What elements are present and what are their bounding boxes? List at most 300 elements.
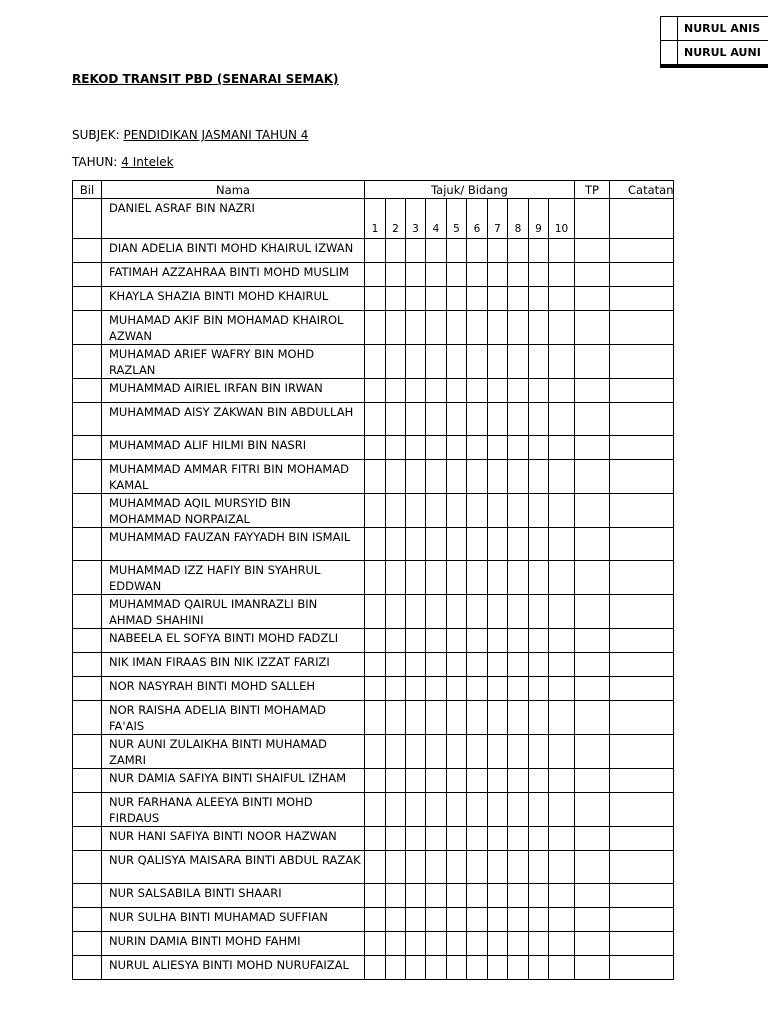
tajuk-check-cell[interactable]	[447, 793, 467, 827]
tajuk-check-cell[interactable]	[386, 701, 406, 735]
tajuk-check-cell[interactable]	[488, 528, 508, 561]
catatan-cell[interactable]	[610, 932, 674, 956]
tajuk-check-cell[interactable]	[549, 239, 575, 263]
tajuk-check-cell[interactable]	[406, 908, 426, 932]
tajuk-check-cell[interactable]	[467, 908, 488, 932]
tajuk-check-cell[interactable]	[508, 460, 529, 494]
tajuk-check-cell[interactable]	[549, 769, 575, 793]
tajuk-check-cell[interactable]	[508, 827, 529, 851]
tajuk-check-cell[interactable]	[488, 595, 508, 629]
tajuk-check-cell[interactable]	[365, 287, 386, 311]
tajuk-check-cell[interactable]	[426, 561, 447, 595]
tajuk-check-cell[interactable]	[365, 956, 386, 980]
tajuk-check-cell[interactable]	[447, 851, 467, 884]
tajuk-check-cell[interactable]	[365, 793, 386, 827]
tajuk-check-cell[interactable]	[488, 263, 508, 287]
tajuk-check-cell[interactable]	[365, 851, 386, 884]
tp-cell[interactable]	[575, 379, 610, 403]
tajuk-check-cell[interactable]	[426, 239, 447, 263]
tajuk-check-cell[interactable]	[426, 908, 447, 932]
tajuk-check-cell[interactable]	[365, 379, 386, 403]
tajuk-check-cell[interactable]	[508, 908, 529, 932]
tajuk-check-cell[interactable]	[426, 403, 447, 436]
tajuk-check-cell[interactable]	[529, 528, 549, 561]
tajuk-check-cell[interactable]	[406, 735, 426, 769]
tajuk-check-cell[interactable]	[488, 561, 508, 595]
tp-cell[interactable]	[575, 460, 610, 494]
tajuk-check-cell[interactable]	[529, 561, 549, 595]
tajuk-check-cell[interactable]	[529, 263, 549, 287]
tajuk-check-cell[interactable]	[426, 528, 447, 561]
tajuk-check-cell[interactable]	[549, 629, 575, 653]
tajuk-check-cell[interactable]	[549, 528, 575, 561]
tajuk-check-cell[interactable]	[467, 851, 488, 884]
tajuk-check-cell[interactable]	[386, 884, 406, 908]
tajuk-check-cell[interactable]	[508, 793, 529, 827]
tajuk-check-cell[interactable]	[447, 239, 467, 263]
tajuk-check-cell[interactable]	[488, 884, 508, 908]
tajuk-check-cell[interactable]	[549, 460, 575, 494]
tajuk-check-cell[interactable]	[406, 239, 426, 263]
tajuk-check-cell[interactable]	[488, 629, 508, 653]
tajuk-check-cell[interactable]	[406, 460, 426, 494]
catatan-cell[interactable]	[610, 595, 674, 629]
tp-cell[interactable]	[575, 595, 610, 629]
tajuk-check-cell[interactable]	[406, 595, 426, 629]
tajuk-check-cell[interactable]	[386, 793, 406, 827]
tajuk-check-cell[interactable]	[508, 595, 529, 629]
tajuk-check-cell[interactable]	[467, 287, 488, 311]
tajuk-check-cell[interactable]	[406, 263, 426, 287]
tajuk-check-cell[interactable]	[365, 263, 386, 287]
tajuk-check-cell[interactable]	[529, 595, 549, 629]
tajuk-check-cell[interactable]	[488, 793, 508, 827]
tajuk-check-cell[interactable]	[447, 460, 467, 494]
tajuk-check-cell[interactable]	[467, 677, 488, 701]
tajuk-check-cell[interactable]	[529, 851, 549, 884]
tajuk-check-cell[interactable]	[549, 677, 575, 701]
tajuk-check-cell[interactable]	[508, 735, 529, 769]
tajuk-check-cell[interactable]	[549, 403, 575, 436]
tajuk-check-cell[interactable]	[365, 653, 386, 677]
tajuk-check-cell[interactable]	[426, 956, 447, 980]
catatan-cell[interactable]	[610, 379, 674, 403]
tajuk-check-cell[interactable]	[467, 239, 488, 263]
tajuk-check-cell[interactable]	[447, 677, 467, 701]
tajuk-check-cell[interactable]	[386, 239, 406, 263]
tp-cell[interactable]	[575, 653, 610, 677]
catatan-cell[interactable]	[610, 956, 674, 980]
tp-cell[interactable]	[575, 908, 610, 932]
catatan-cell[interactable]	[610, 460, 674, 494]
tajuk-check-cell[interactable]	[508, 528, 529, 561]
catatan-cell[interactable]	[610, 908, 674, 932]
tajuk-check-cell[interactable]	[386, 653, 406, 677]
tajuk-check-cell[interactable]	[508, 884, 529, 908]
tajuk-check-cell[interactable]	[467, 653, 488, 677]
tajuk-check-cell[interactable]	[447, 345, 467, 379]
tajuk-check-cell[interactable]	[365, 884, 386, 908]
tajuk-check-cell[interactable]	[529, 287, 549, 311]
tajuk-check-cell[interactable]	[426, 884, 447, 908]
tajuk-check-cell[interactable]	[488, 956, 508, 980]
tajuk-check-cell[interactable]	[386, 263, 406, 287]
tajuk-check-cell[interactable]	[406, 793, 426, 827]
tajuk-check-cell[interactable]	[529, 345, 549, 379]
tajuk-check-cell[interactable]	[447, 528, 467, 561]
catatan-cell[interactable]	[610, 629, 674, 653]
tp-cell[interactable]	[575, 827, 610, 851]
tajuk-check-cell[interactable]	[508, 287, 529, 311]
tajuk-check-cell[interactable]	[426, 851, 447, 884]
tajuk-check-cell[interactable]	[406, 494, 426, 528]
tajuk-check-cell[interactable]	[406, 653, 426, 677]
tajuk-check-cell[interactable]	[549, 595, 575, 629]
tajuk-check-cell[interactable]	[488, 494, 508, 528]
tajuk-check-cell[interactable]	[549, 956, 575, 980]
tajuk-check-cell[interactable]	[365, 436, 386, 460]
tajuk-check-cell[interactable]	[467, 436, 488, 460]
tajuk-check-cell[interactable]	[549, 851, 575, 884]
tajuk-check-cell[interactable]	[447, 403, 467, 436]
tajuk-check-cell[interactable]	[549, 345, 575, 379]
tajuk-check-cell[interactable]	[406, 769, 426, 793]
tajuk-check-cell[interactable]	[406, 379, 426, 403]
tp-cell[interactable]	[575, 735, 610, 769]
tajuk-check-cell[interactable]	[426, 701, 447, 735]
tp-cell[interactable]	[575, 851, 610, 884]
catatan-cell[interactable]	[610, 263, 674, 287]
tajuk-check-cell[interactable]	[447, 884, 467, 908]
tajuk-check-cell[interactable]	[549, 908, 575, 932]
tajuk-check-cell[interactable]	[386, 851, 406, 884]
tajuk-check-cell[interactable]	[447, 908, 467, 932]
catatan-cell[interactable]	[610, 199, 674, 239]
tp-cell[interactable]	[575, 793, 610, 827]
catatan-cell[interactable]	[610, 345, 674, 379]
tajuk-check-cell[interactable]	[549, 494, 575, 528]
tajuk-check-cell[interactable]	[365, 908, 386, 932]
tajuk-check-cell[interactable]	[426, 595, 447, 629]
tajuk-check-cell[interactable]	[488, 735, 508, 769]
tajuk-check-cell[interactable]	[406, 677, 426, 701]
tajuk-check-cell[interactable]	[365, 701, 386, 735]
tajuk-check-cell[interactable]	[426, 793, 447, 827]
tajuk-check-cell[interactable]	[488, 460, 508, 494]
tajuk-check-cell[interactable]	[508, 263, 529, 287]
tajuk-check-cell[interactable]	[365, 239, 386, 263]
tajuk-check-cell[interactable]	[386, 677, 406, 701]
tajuk-check-cell[interactable]	[447, 827, 467, 851]
tajuk-check-cell[interactable]	[549, 701, 575, 735]
tajuk-check-cell[interactable]	[365, 311, 386, 345]
catatan-cell[interactable]	[610, 287, 674, 311]
catatan-cell[interactable]	[610, 239, 674, 263]
tajuk-check-cell[interactable]	[426, 769, 447, 793]
tajuk-check-cell[interactable]	[508, 345, 529, 379]
tajuk-check-cell[interactable]	[426, 735, 447, 769]
tajuk-check-cell[interactable]	[508, 677, 529, 701]
tajuk-check-cell[interactable]	[467, 460, 488, 494]
tajuk-check-cell[interactable]	[508, 403, 529, 436]
tajuk-check-cell[interactable]	[508, 629, 529, 653]
catatan-cell[interactable]	[610, 827, 674, 851]
tp-cell[interactable]	[575, 345, 610, 379]
tp-cell[interactable]	[575, 629, 610, 653]
tajuk-check-cell[interactable]	[365, 827, 386, 851]
tajuk-check-cell[interactable]	[529, 436, 549, 460]
tajuk-check-cell[interactable]	[549, 827, 575, 851]
tajuk-check-cell[interactable]	[508, 769, 529, 793]
tp-cell[interactable]	[575, 561, 610, 595]
tajuk-check-cell[interactable]	[467, 629, 488, 653]
tajuk-check-cell[interactable]	[426, 263, 447, 287]
tajuk-check-cell[interactable]	[529, 908, 549, 932]
tajuk-check-cell[interactable]	[467, 561, 488, 595]
tajuk-check-cell[interactable]	[426, 311, 447, 345]
tajuk-check-cell[interactable]	[529, 827, 549, 851]
tajuk-check-cell[interactable]	[549, 436, 575, 460]
tp-cell[interactable]	[575, 769, 610, 793]
tajuk-check-cell[interactable]	[488, 345, 508, 379]
tajuk-check-cell[interactable]	[447, 735, 467, 769]
tajuk-check-cell[interactable]	[365, 561, 386, 595]
tajuk-check-cell[interactable]	[406, 827, 426, 851]
tajuk-check-cell[interactable]	[488, 908, 508, 932]
tp-cell[interactable]	[575, 199, 610, 239]
tajuk-check-cell[interactable]	[467, 379, 488, 403]
tajuk-check-cell[interactable]	[406, 884, 426, 908]
catatan-cell[interactable]	[610, 436, 674, 460]
tajuk-check-cell[interactable]	[386, 769, 406, 793]
tajuk-check-cell[interactable]	[447, 287, 467, 311]
catatan-cell[interactable]	[610, 735, 674, 769]
tp-cell[interactable]	[575, 956, 610, 980]
tajuk-check-cell[interactable]	[386, 735, 406, 769]
tajuk-check-cell[interactable]	[386, 379, 406, 403]
tajuk-check-cell[interactable]	[386, 827, 406, 851]
tajuk-check-cell[interactable]	[386, 345, 406, 379]
tajuk-check-cell[interactable]	[529, 460, 549, 494]
tajuk-check-cell[interactable]	[426, 460, 447, 494]
tajuk-check-cell[interactable]	[386, 561, 406, 595]
tajuk-check-cell[interactable]	[488, 311, 508, 345]
tajuk-check-cell[interactable]	[508, 653, 529, 677]
tajuk-check-cell[interactable]	[365, 932, 386, 956]
tajuk-check-cell[interactable]	[529, 677, 549, 701]
tajuk-check-cell[interactable]	[426, 379, 447, 403]
tajuk-check-cell[interactable]	[488, 403, 508, 436]
tajuk-check-cell[interactable]	[386, 494, 406, 528]
tajuk-check-cell[interactable]	[447, 263, 467, 287]
tajuk-check-cell[interactable]	[467, 311, 488, 345]
tajuk-check-cell[interactable]	[426, 629, 447, 653]
tajuk-check-cell[interactable]	[508, 494, 529, 528]
tajuk-check-cell[interactable]	[467, 956, 488, 980]
tajuk-check-cell[interactable]	[488, 287, 508, 311]
tp-cell[interactable]	[575, 932, 610, 956]
tajuk-check-cell[interactable]	[447, 494, 467, 528]
tajuk-check-cell[interactable]	[488, 677, 508, 701]
tajuk-check-cell[interactable]	[467, 595, 488, 629]
tajuk-check-cell[interactable]	[426, 436, 447, 460]
tp-cell[interactable]	[575, 436, 610, 460]
catatan-cell[interactable]	[610, 677, 674, 701]
tajuk-check-cell[interactable]	[467, 735, 488, 769]
tajuk-check-cell[interactable]	[386, 436, 406, 460]
tajuk-check-cell[interactable]	[529, 629, 549, 653]
tajuk-check-cell[interactable]	[488, 932, 508, 956]
tajuk-check-cell[interactable]	[549, 735, 575, 769]
tajuk-check-cell[interactable]	[488, 769, 508, 793]
tajuk-check-cell[interactable]	[549, 263, 575, 287]
tp-cell[interactable]	[575, 884, 610, 908]
tajuk-check-cell[interactable]	[406, 287, 426, 311]
tajuk-check-cell[interactable]	[549, 311, 575, 345]
tajuk-check-cell[interactable]	[365, 735, 386, 769]
tajuk-check-cell[interactable]	[488, 239, 508, 263]
tajuk-check-cell[interactable]	[406, 851, 426, 884]
tajuk-check-cell[interactable]	[447, 956, 467, 980]
tajuk-check-cell[interactable]	[406, 956, 426, 980]
tajuk-check-cell[interactable]	[406, 701, 426, 735]
tajuk-check-cell[interactable]	[529, 956, 549, 980]
tp-cell[interactable]	[575, 701, 610, 735]
catatan-cell[interactable]	[610, 884, 674, 908]
tp-cell[interactable]	[575, 311, 610, 345]
tajuk-check-cell[interactable]	[426, 345, 447, 379]
tp-cell[interactable]	[575, 494, 610, 528]
tajuk-check-cell[interactable]	[447, 561, 467, 595]
tajuk-check-cell[interactable]	[549, 653, 575, 677]
catatan-cell[interactable]	[610, 653, 674, 677]
tajuk-check-cell[interactable]	[406, 561, 426, 595]
tajuk-check-cell[interactable]	[508, 956, 529, 980]
catatan-cell[interactable]	[610, 851, 674, 884]
tajuk-check-cell[interactable]	[529, 239, 549, 263]
tajuk-check-cell[interactable]	[365, 528, 386, 561]
tajuk-check-cell[interactable]	[508, 701, 529, 735]
catatan-cell[interactable]	[610, 403, 674, 436]
tajuk-check-cell[interactable]	[406, 932, 426, 956]
tajuk-check-cell[interactable]	[508, 561, 529, 595]
tajuk-check-cell[interactable]	[549, 932, 575, 956]
catatan-cell[interactable]	[610, 769, 674, 793]
tajuk-check-cell[interactable]	[508, 436, 529, 460]
tajuk-check-cell[interactable]	[426, 494, 447, 528]
tajuk-check-cell[interactable]	[406, 311, 426, 345]
tajuk-check-cell[interactable]	[549, 379, 575, 403]
tajuk-check-cell[interactable]	[426, 932, 447, 956]
tajuk-check-cell[interactable]	[406, 528, 426, 561]
tajuk-check-cell[interactable]	[386, 956, 406, 980]
tp-cell[interactable]	[575, 263, 610, 287]
tajuk-check-cell[interactable]	[467, 403, 488, 436]
tajuk-check-cell[interactable]	[365, 677, 386, 701]
tajuk-check-cell[interactable]	[386, 629, 406, 653]
tp-cell[interactable]	[575, 528, 610, 561]
tajuk-check-cell[interactable]	[386, 403, 406, 436]
tp-cell[interactable]	[575, 239, 610, 263]
tajuk-check-cell[interactable]	[549, 287, 575, 311]
tajuk-check-cell[interactable]	[386, 595, 406, 629]
tajuk-check-cell[interactable]	[529, 403, 549, 436]
tajuk-check-cell[interactable]	[365, 595, 386, 629]
tajuk-check-cell[interactable]	[447, 769, 467, 793]
tajuk-check-cell[interactable]	[488, 827, 508, 851]
tajuk-check-cell[interactable]	[529, 311, 549, 345]
tajuk-check-cell[interactable]	[365, 629, 386, 653]
tajuk-check-cell[interactable]	[386, 908, 406, 932]
tajuk-check-cell[interactable]	[549, 793, 575, 827]
tajuk-check-cell[interactable]	[426, 287, 447, 311]
tajuk-check-cell[interactable]	[467, 932, 488, 956]
tajuk-check-cell[interactable]	[426, 653, 447, 677]
tajuk-check-cell[interactable]	[386, 311, 406, 345]
tajuk-check-cell[interactable]	[447, 311, 467, 345]
tajuk-check-cell[interactable]	[508, 379, 529, 403]
tajuk-check-cell[interactable]	[426, 827, 447, 851]
catatan-cell[interactable]	[610, 494, 674, 528]
tajuk-check-cell[interactable]	[365, 345, 386, 379]
tajuk-check-cell[interactable]	[447, 379, 467, 403]
tajuk-check-cell[interactable]	[447, 653, 467, 677]
tajuk-check-cell[interactable]	[447, 595, 467, 629]
tajuk-check-cell[interactable]	[447, 436, 467, 460]
tajuk-check-cell[interactable]	[406, 345, 426, 379]
tajuk-check-cell[interactable]	[406, 436, 426, 460]
catatan-cell[interactable]	[610, 528, 674, 561]
tajuk-check-cell[interactable]	[467, 793, 488, 827]
tajuk-check-cell[interactable]	[447, 629, 467, 653]
tajuk-check-cell[interactable]	[529, 793, 549, 827]
tajuk-check-cell[interactable]	[426, 677, 447, 701]
tajuk-check-cell[interactable]	[467, 494, 488, 528]
catatan-cell[interactable]	[610, 561, 674, 595]
catatan-cell[interactable]	[610, 701, 674, 735]
tajuk-check-cell[interactable]	[467, 827, 488, 851]
tajuk-check-cell[interactable]	[549, 561, 575, 595]
tajuk-check-cell[interactable]	[467, 345, 488, 379]
tajuk-check-cell[interactable]	[549, 884, 575, 908]
tp-cell[interactable]	[575, 677, 610, 701]
tajuk-check-cell[interactable]	[447, 701, 467, 735]
tajuk-check-cell[interactable]	[467, 701, 488, 735]
tajuk-check-cell[interactable]	[529, 701, 549, 735]
tajuk-check-cell[interactable]	[467, 769, 488, 793]
tajuk-check-cell[interactable]	[529, 379, 549, 403]
tajuk-check-cell[interactable]	[406, 403, 426, 436]
tajuk-check-cell[interactable]	[529, 653, 549, 677]
tajuk-check-cell[interactable]	[529, 932, 549, 956]
tajuk-check-cell[interactable]	[406, 629, 426, 653]
tajuk-check-cell[interactable]	[508, 311, 529, 345]
tajuk-check-cell[interactable]	[447, 932, 467, 956]
tajuk-check-cell[interactable]	[508, 932, 529, 956]
catatan-cell[interactable]	[610, 311, 674, 345]
tajuk-check-cell[interactable]	[529, 769, 549, 793]
tajuk-check-cell[interactable]	[467, 528, 488, 561]
tajuk-check-cell[interactable]	[488, 851, 508, 884]
tp-cell[interactable]	[575, 403, 610, 436]
tajuk-check-cell[interactable]	[508, 851, 529, 884]
tajuk-check-cell[interactable]	[365, 769, 386, 793]
tajuk-check-cell[interactable]	[467, 263, 488, 287]
tajuk-check-cell[interactable]	[488, 701, 508, 735]
tajuk-check-cell[interactable]	[386, 287, 406, 311]
tajuk-check-cell[interactable]	[488, 379, 508, 403]
tajuk-check-cell[interactable]	[488, 436, 508, 460]
